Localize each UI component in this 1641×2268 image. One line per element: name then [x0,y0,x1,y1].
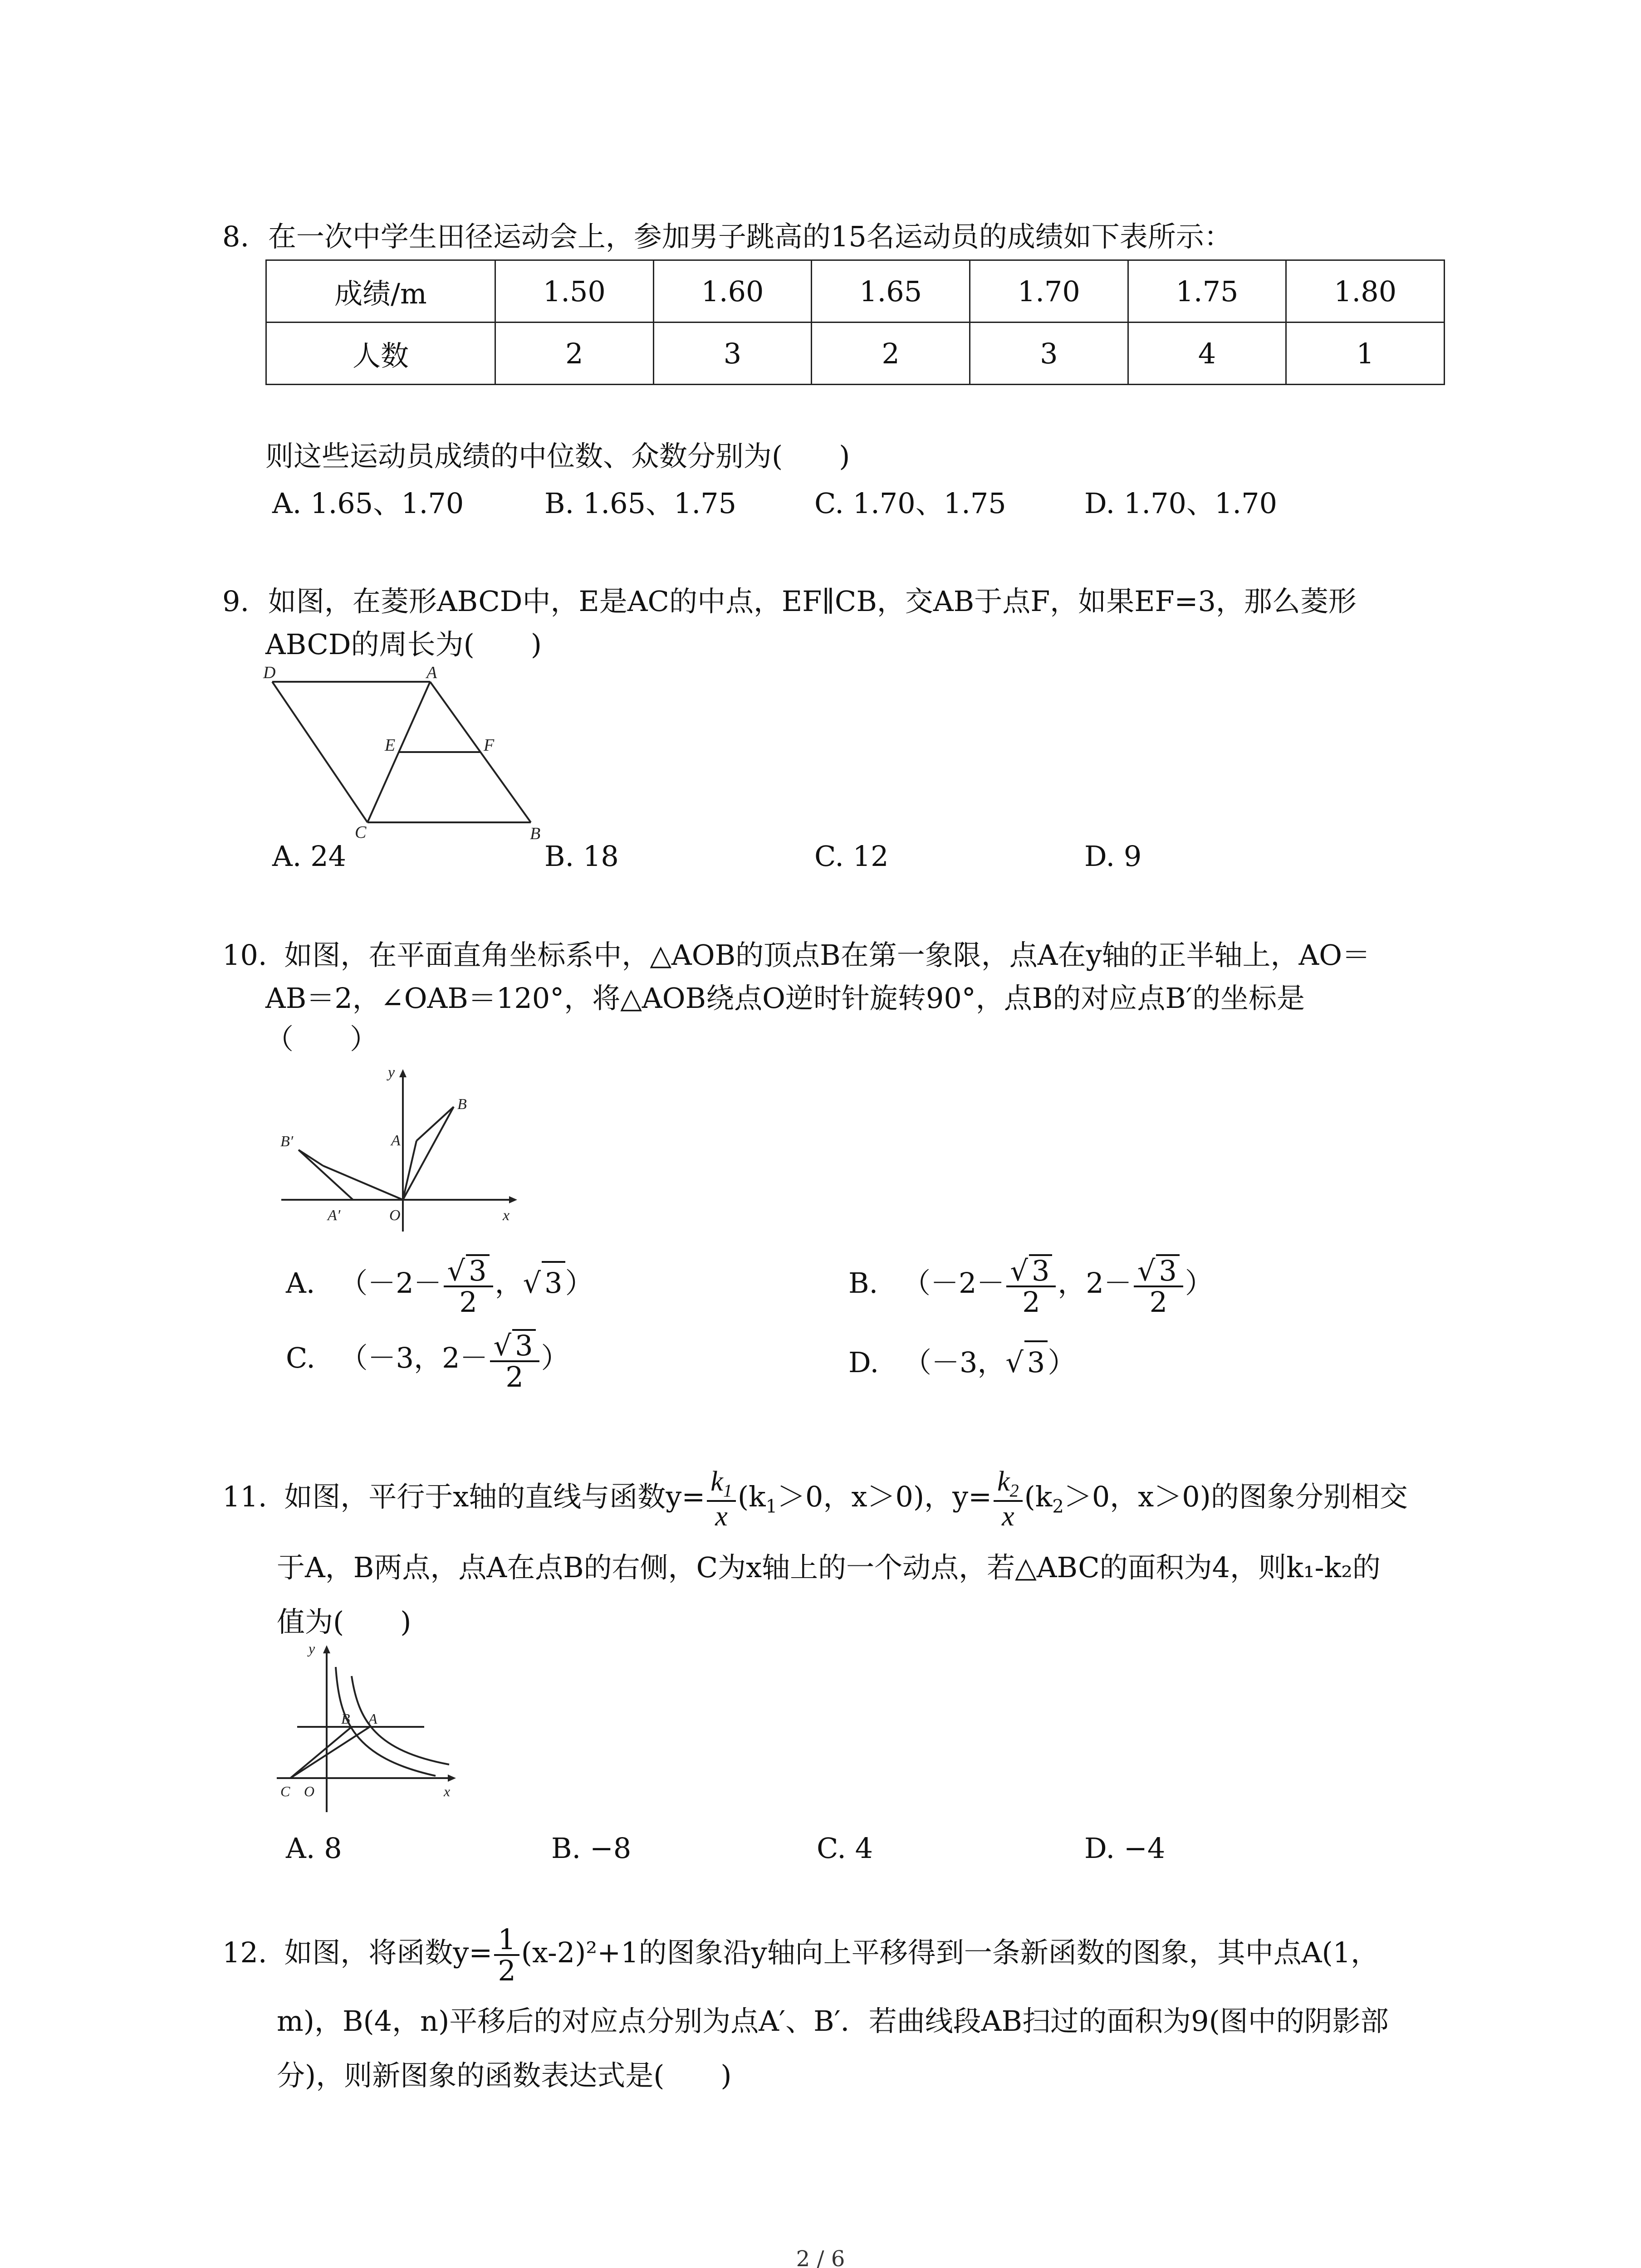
table-cell: 1 [1286,323,1445,385]
q9-option-d[interactable]: D. 9 [1084,840,1142,873]
q10-text-1: 如图，在平面直角坐标系中，△AOB的顶点B在第一象限，点A在y轴的正半轴上，AO＝ [284,938,1371,972]
table-row-label: 人数 [266,323,495,385]
option-text: （－2－ [902,1266,1005,1300]
q11-text-1d: (k [1024,1480,1053,1513]
option-text: ） [541,1341,569,1375]
q9-text-1: 如图，在菱形ABCD中，E是AC的中点，EF∥CB，交AB于点F，如果EF=3，那么菱形 [268,585,1357,618]
coordinate-figure-q10 [272,1064,526,1236]
table-header-cell: 1.70 [970,260,1128,323]
fraction-denominator: 2 [1149,1286,1168,1319]
q11-text-1b: (k [737,1480,766,1513]
fraction: $\frac{√ 3}{2}$ [490,1329,539,1392]
subscript: 1 [765,1496,778,1517]
label-b-prime: B′ [280,1133,294,1150]
label-a: A [368,1711,377,1727]
label-c: C [355,823,367,841]
fraction-denominator: 2 [505,1360,524,1394]
label-d: D [263,663,276,682]
option-letter: C. [286,1341,315,1375]
label-b: B [457,1096,467,1113]
table-cell: 4 [1128,323,1286,385]
option-text: ） [565,1266,593,1300]
table-header-cell: 1.65 [812,260,970,323]
q11-option-d[interactable]: D. −4 [1084,1832,1166,1865]
q11-stem-line2: 于A，B两点，点A在点B的右侧，C为x轴上的一个动点，若△ABC的面积为4，则k₁-k₂的 [277,1551,1381,1584]
label-f: F [484,736,495,755]
label-a: A [391,1132,401,1149]
table-cell: 2 [812,323,970,385]
sqrt-radicand: 3 [1156,1254,1179,1286]
q12-stem-line2: m)，B(4，n)平移后的对应点分别为点A′、B′．若曲线段AB扫过的面积为9(图中的阴影部 [277,2004,1389,2038]
q10-stem-line3: （ ） [265,1022,378,1056]
label-x: x [503,1207,510,1224]
q11-text-1a: 如图，平行于x轴的直线与函数y= [284,1480,705,1513]
q11-stem-line1 [222,1465,1408,1538]
q11-option-c[interactable]: C. 4 [817,1832,873,1865]
sqrt-radicand: 3 [542,1261,565,1304]
table-header-cell: 1.50 [495,260,654,323]
q10-option-c[interactable] [286,1329,569,1392]
q8-number: 8. [222,220,250,253]
q8-score-table [265,259,1445,385]
q11-option-a[interactable]: A. 8 [286,1832,342,1865]
fraction-denominator: 2 [1022,1286,1040,1319]
label-e: E [385,736,396,755]
q8-question: 则这些运动员成绩的中位数、众数分别为( ) [265,440,850,473]
label-a: A [426,663,437,682]
q10-option-a[interactable]: A. （－2－ $\frac{√ 3}{2}$ ，√ 3） [286,1254,593,1319]
label-y: y [309,1640,315,1657]
q10-number: 10. [222,938,267,972]
table-header-row [266,260,1445,323]
q10-option-b[interactable] [848,1254,1213,1317]
q9-option-b[interactable]: B. 18 [544,840,619,873]
fraction-k1-over-x: $\frac{k_1}{x}$ [707,1467,736,1531]
table-row [266,323,1445,385]
option-text: ） [1048,1346,1076,1379]
option-text: （－3， [903,1346,1006,1379]
label-x: x [444,1783,451,1799]
q11-text-1c: ＞0，x＞0)，y= [777,1480,992,1513]
q9-stem-line2: ABCD的周长为( ) [265,628,542,661]
label-o: O [389,1207,401,1224]
rhombus-figure [259,660,549,841]
table-header-cell: 1.80 [1286,260,1445,323]
sqrt-radicand: 3 [1029,1254,1052,1286]
option-text: ，2－ [1058,1266,1132,1300]
fraction: $\frac{√ 3}{2}$ [1006,1254,1056,1317]
option-letter: B. [848,1266,878,1300]
fraction: $\frac{√ 3}{2}$ [1134,1254,1183,1317]
table-cell: 3 [653,323,812,385]
table-header-cell: 1.60 [653,260,812,323]
q11-number: 11. [222,1480,267,1513]
option-text: （－2－ [339,1266,442,1300]
subscript: 2 [1052,1496,1064,1517]
option-letter: D. [848,1346,879,1379]
label-b: B [341,1711,350,1727]
q12-stem-line1 [222,1921,1379,1985]
q8-option-b[interactable]: B. 1.65、1.75 [544,487,737,520]
q8-option-a[interactable]: A. 1.65、1.70 [272,487,464,520]
fraction-k2-over-x: $\frac{k_2}{x}$ [994,1467,1023,1531]
q11-text-1e: ＞0，x＞0)的图象分别相交 [1063,1480,1408,1513]
q11-stem-line3: 值为( ) [277,1605,411,1638]
option-letter: A. [286,1266,315,1300]
fraction: $\frac{√ 3}{2}$ [444,1254,493,1317]
label-o: O [304,1783,315,1799]
q10-stem-line2: AB＝2，∠OAB＝120°，将△AOB绕点O逆时针旋转90°，点B的对应点B′的坐标是 [265,982,1305,1015]
q8-option-d[interactable]: D. 1.70、1.70 [1084,487,1278,520]
q9-option-c[interactable]: C. 12 [814,840,889,873]
label-c: C [280,1783,290,1799]
table-header-cell: 1.75 [1128,260,1286,323]
q8-option-c[interactable]: C. 1.70、1.75 [814,487,1006,520]
sqrt-radicand: 3 [1024,1340,1048,1383]
label-b: B [530,824,541,841]
table-cell: 3 [970,323,1128,385]
q9-option-a[interactable]: A. 24 [272,840,347,873]
label-y: y [388,1064,395,1081]
q8-stem [222,211,1232,262]
q12-stem-line3: 分)，则新图象的函数表达式是( ) [277,2059,732,2092]
page-number: 2 / 6 [796,2246,845,2268]
fraction-denominator: 2 [459,1286,477,1319]
label-a-prime: A′ [328,1207,341,1224]
q12-number: 12. [222,1936,267,1969]
option-text: ， [495,1266,523,1300]
table-cell: 2 [495,323,654,385]
table-header-label: 成绩/m [266,260,495,323]
q12-text-1a: 如图，将函数y= [284,1936,493,1969]
fraction-one-half: $\frac{1}{2}$ [494,1925,519,1985]
hyperbola-figure-q11 [272,1640,463,1817]
q10-option-d[interactable]: D. （－3，√ 3） [848,1340,1076,1383]
option-text: （－3，2－ [339,1341,488,1375]
q12-text-1b: (x-2)²+1的图象沿y轴向上平移得到一条新函数的图象，其中点A(1， [521,1936,1379,1969]
sqrt-radicand: 3 [466,1254,489,1286]
option-text: ） [1185,1266,1213,1300]
sqrt-radicand: 3 [512,1329,535,1360]
q11-option-b[interactable]: B. −8 [551,1832,632,1865]
q9-number: 9. [222,585,250,618]
q8-text: 在一次中学生田径运动会上，参加男子跳高的15名运动员的成绩如下表所示： [268,220,1232,253]
